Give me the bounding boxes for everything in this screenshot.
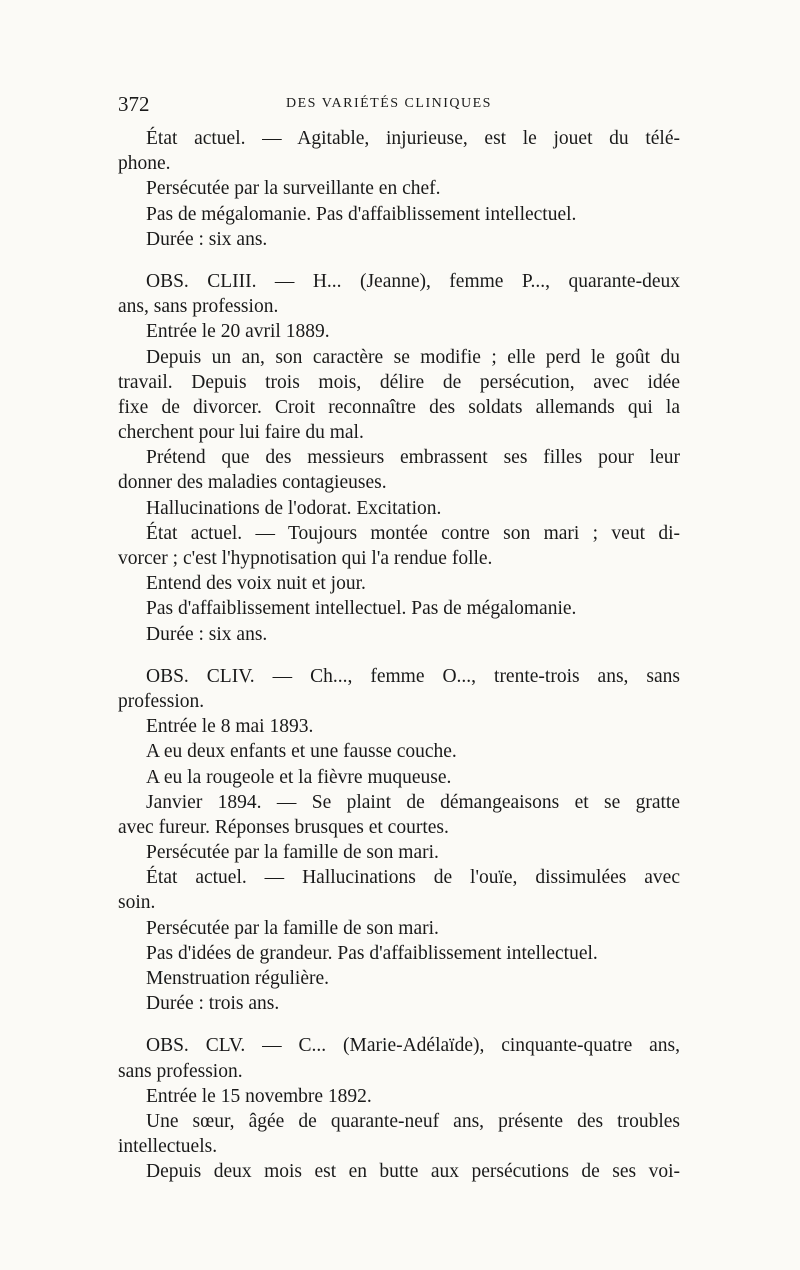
text-line: ans, sans profession. bbox=[118, 296, 279, 318]
text-line: État actuel. — Toujours montée contre son mari ; veut di- bbox=[146, 522, 680, 544]
text-line: avec fureur. Réponses brusques et courtes. bbox=[118, 816, 449, 838]
text-line: OBS. CLIV. — Ch..., femme O..., trente-trois ans, sans bbox=[146, 665, 680, 687]
text-line: sans profession. bbox=[118, 1060, 243, 1082]
text-line: Janvier 1894. — Se plaint de démangeaisons et se gratte bbox=[146, 791, 680, 813]
text-line: fixe de divorcer. Croit reconnaître des soldats allemands qui la bbox=[118, 396, 680, 418]
text-line: Entrée le 8 mai 1893. bbox=[146, 716, 314, 738]
section-gap bbox=[118, 1016, 680, 1033]
text-line: Durée : six ans. bbox=[146, 228, 268, 250]
page-header bbox=[118, 92, 678, 122]
text-line: Entrée le 15 novembre 1892. bbox=[146, 1085, 372, 1107]
text-line: OBS. CLV. — C... (Marie-Adélaïde), cinquante-quatre ans, bbox=[146, 1035, 680, 1057]
text-line: soin. bbox=[118, 892, 156, 914]
text-line: État actuel. — Agitable, injurieuse, est le jouet du télé- bbox=[146, 128, 680, 149]
text-line: État actuel. — Hallucinations de l'ouïe, dissimulées avec bbox=[146, 867, 680, 889]
text-line: Prétend que des messieurs embrassent ses filles pour leur bbox=[146, 447, 680, 469]
text-line: cherchent pour lui faire du mal. bbox=[118, 422, 364, 444]
text-line: OBS. CLIII. — H... (Jeanne), femme P..., quarante-deux bbox=[146, 270, 680, 292]
text-line: intellectuels. bbox=[118, 1136, 218, 1158]
text-line: A eu la rougeole et la fièvre muqueuse. bbox=[146, 766, 452, 788]
text-line: Entrée le 20 avril 1889. bbox=[146, 321, 330, 343]
text-line: phone. bbox=[118, 153, 171, 175]
text-line: Menstruation régulière. bbox=[146, 968, 330, 989]
text-line: profession. bbox=[118, 690, 205, 712]
page-number: 372 bbox=[118, 92, 150, 116]
text-line: Depuis deux mois est en butte aux persécutions de ses voi- bbox=[146, 1161, 680, 1183]
text-line: Depuis un an, son caractère se modifie ; elle perd le goût du bbox=[146, 346, 680, 368]
text-line: vorcer ; c'est l'hypnotisation qui l'a rendue folle. bbox=[118, 548, 493, 569]
section-gap bbox=[118, 647, 680, 664]
text-line: Hallucinations de l'odorat. Excitation. bbox=[146, 497, 442, 519]
text-line: Durée : trois ans. bbox=[146, 993, 280, 1015]
section-gap bbox=[118, 252, 680, 269]
text-line: Pas d'idées de grandeur. Pas d'affaiblissement intellectuel. bbox=[146, 942, 598, 964]
text-line: Durée : six ans. bbox=[146, 623, 268, 645]
text-line: A eu deux enfants et une fausse couche. bbox=[146, 741, 457, 763]
text-line: Persécutée par la surveillante en chef. bbox=[146, 178, 441, 200]
text-line: Pas d'affaiblissement intellectuel. Pas de mégalomanie. bbox=[146, 598, 577, 620]
text-line: Entend des voix nuit et jour. bbox=[146, 573, 366, 595]
running-title: DES VARIÉTÉS CLINIQUES bbox=[286, 96, 492, 111]
body-text bbox=[118, 126, 680, 1185]
text-line: Pas de mégalomanie. Pas d'affaiblissement intellectuel. bbox=[146, 203, 577, 225]
text-line: donner des maladies contagieuses. bbox=[118, 472, 387, 494]
text-line: travail. Depuis trois mois, délire de persécution, avec idée bbox=[118, 371, 680, 393]
text-line: Persécutée par la famille de son mari. bbox=[146, 842, 439, 864]
text-line: Une sœur, âgée de quarante-neuf ans, présente des troubles bbox=[146, 1110, 680, 1132]
text-line: Persécutée par la famille de son mari. bbox=[146, 917, 439, 939]
